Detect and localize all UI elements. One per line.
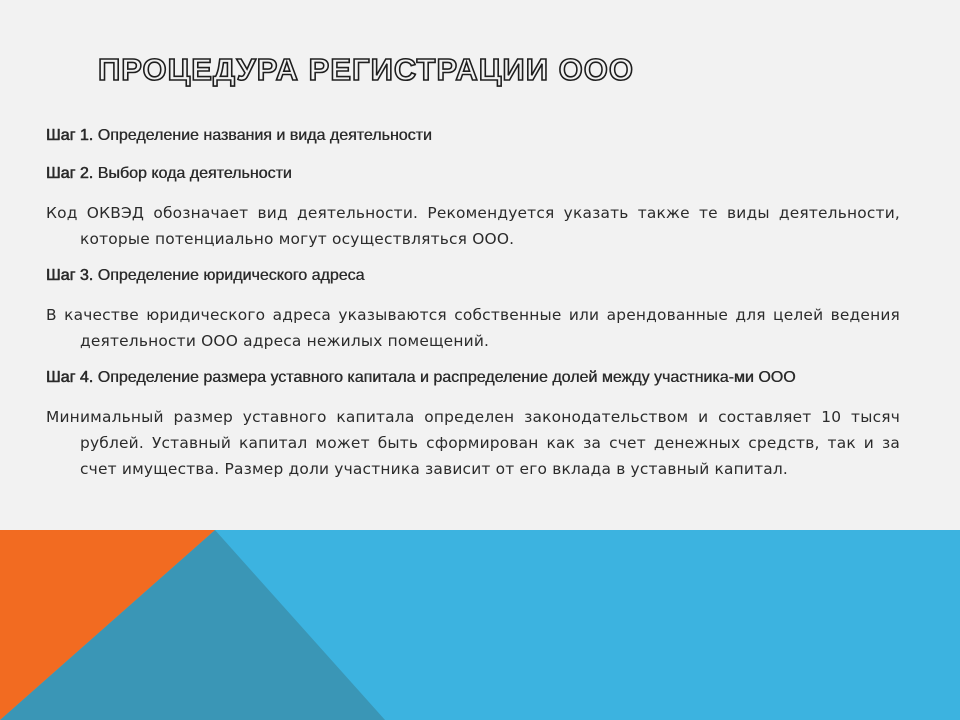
slide-content [46, 124, 900, 494]
step-3-label: Шаг 3. [46, 267, 94, 284]
step-4-label: Шаг 4. [46, 369, 94, 386]
step-1-label: Шаг 1. [46, 127, 94, 144]
step-2-text: Выбор кода деятельности [93, 165, 292, 182]
paragraph-capital: Минимальный размер уставного капитала определен законодательством и составляет 10 тысяч рублей. Уставный капитал может быть сформирован как за счет денежных средств, так и за счет имущества. Размер доли участника зависит от его вклада в уставный капитал. [46, 408, 900, 478]
slide-title: ПРОЦЕДУРА РЕГИСТРАЦИИ ООО [98, 52, 634, 87]
decorative-bottom-band [0, 530, 960, 720]
step-3-text: Определение юридического адреса [93, 267, 365, 284]
step-2-label: Шаг 2. [46, 165, 94, 182]
paragraph-okved: Код ОКВЭД обозначает вид деятельности. Рекомендуется указать также те виды деятельности, которые потенциально могут осуществляться ООО. [46, 204, 900, 248]
step-2 [46, 162, 900, 186]
paragraph-address: В качестве юридического адреса указываются собственные или арендованные для целей ведения деятельности ООО адреса нежилых помещений. [46, 306, 900, 350]
step-4-text: Определение размера уставного капитала и распределение долей между участника-ми ООО [93, 369, 796, 386]
step-1 [46, 124, 900, 148]
step-4 [46, 366, 900, 390]
step-1-text: Определение названия и вида деятельности [93, 127, 432, 144]
step-3 [46, 264, 900, 288]
